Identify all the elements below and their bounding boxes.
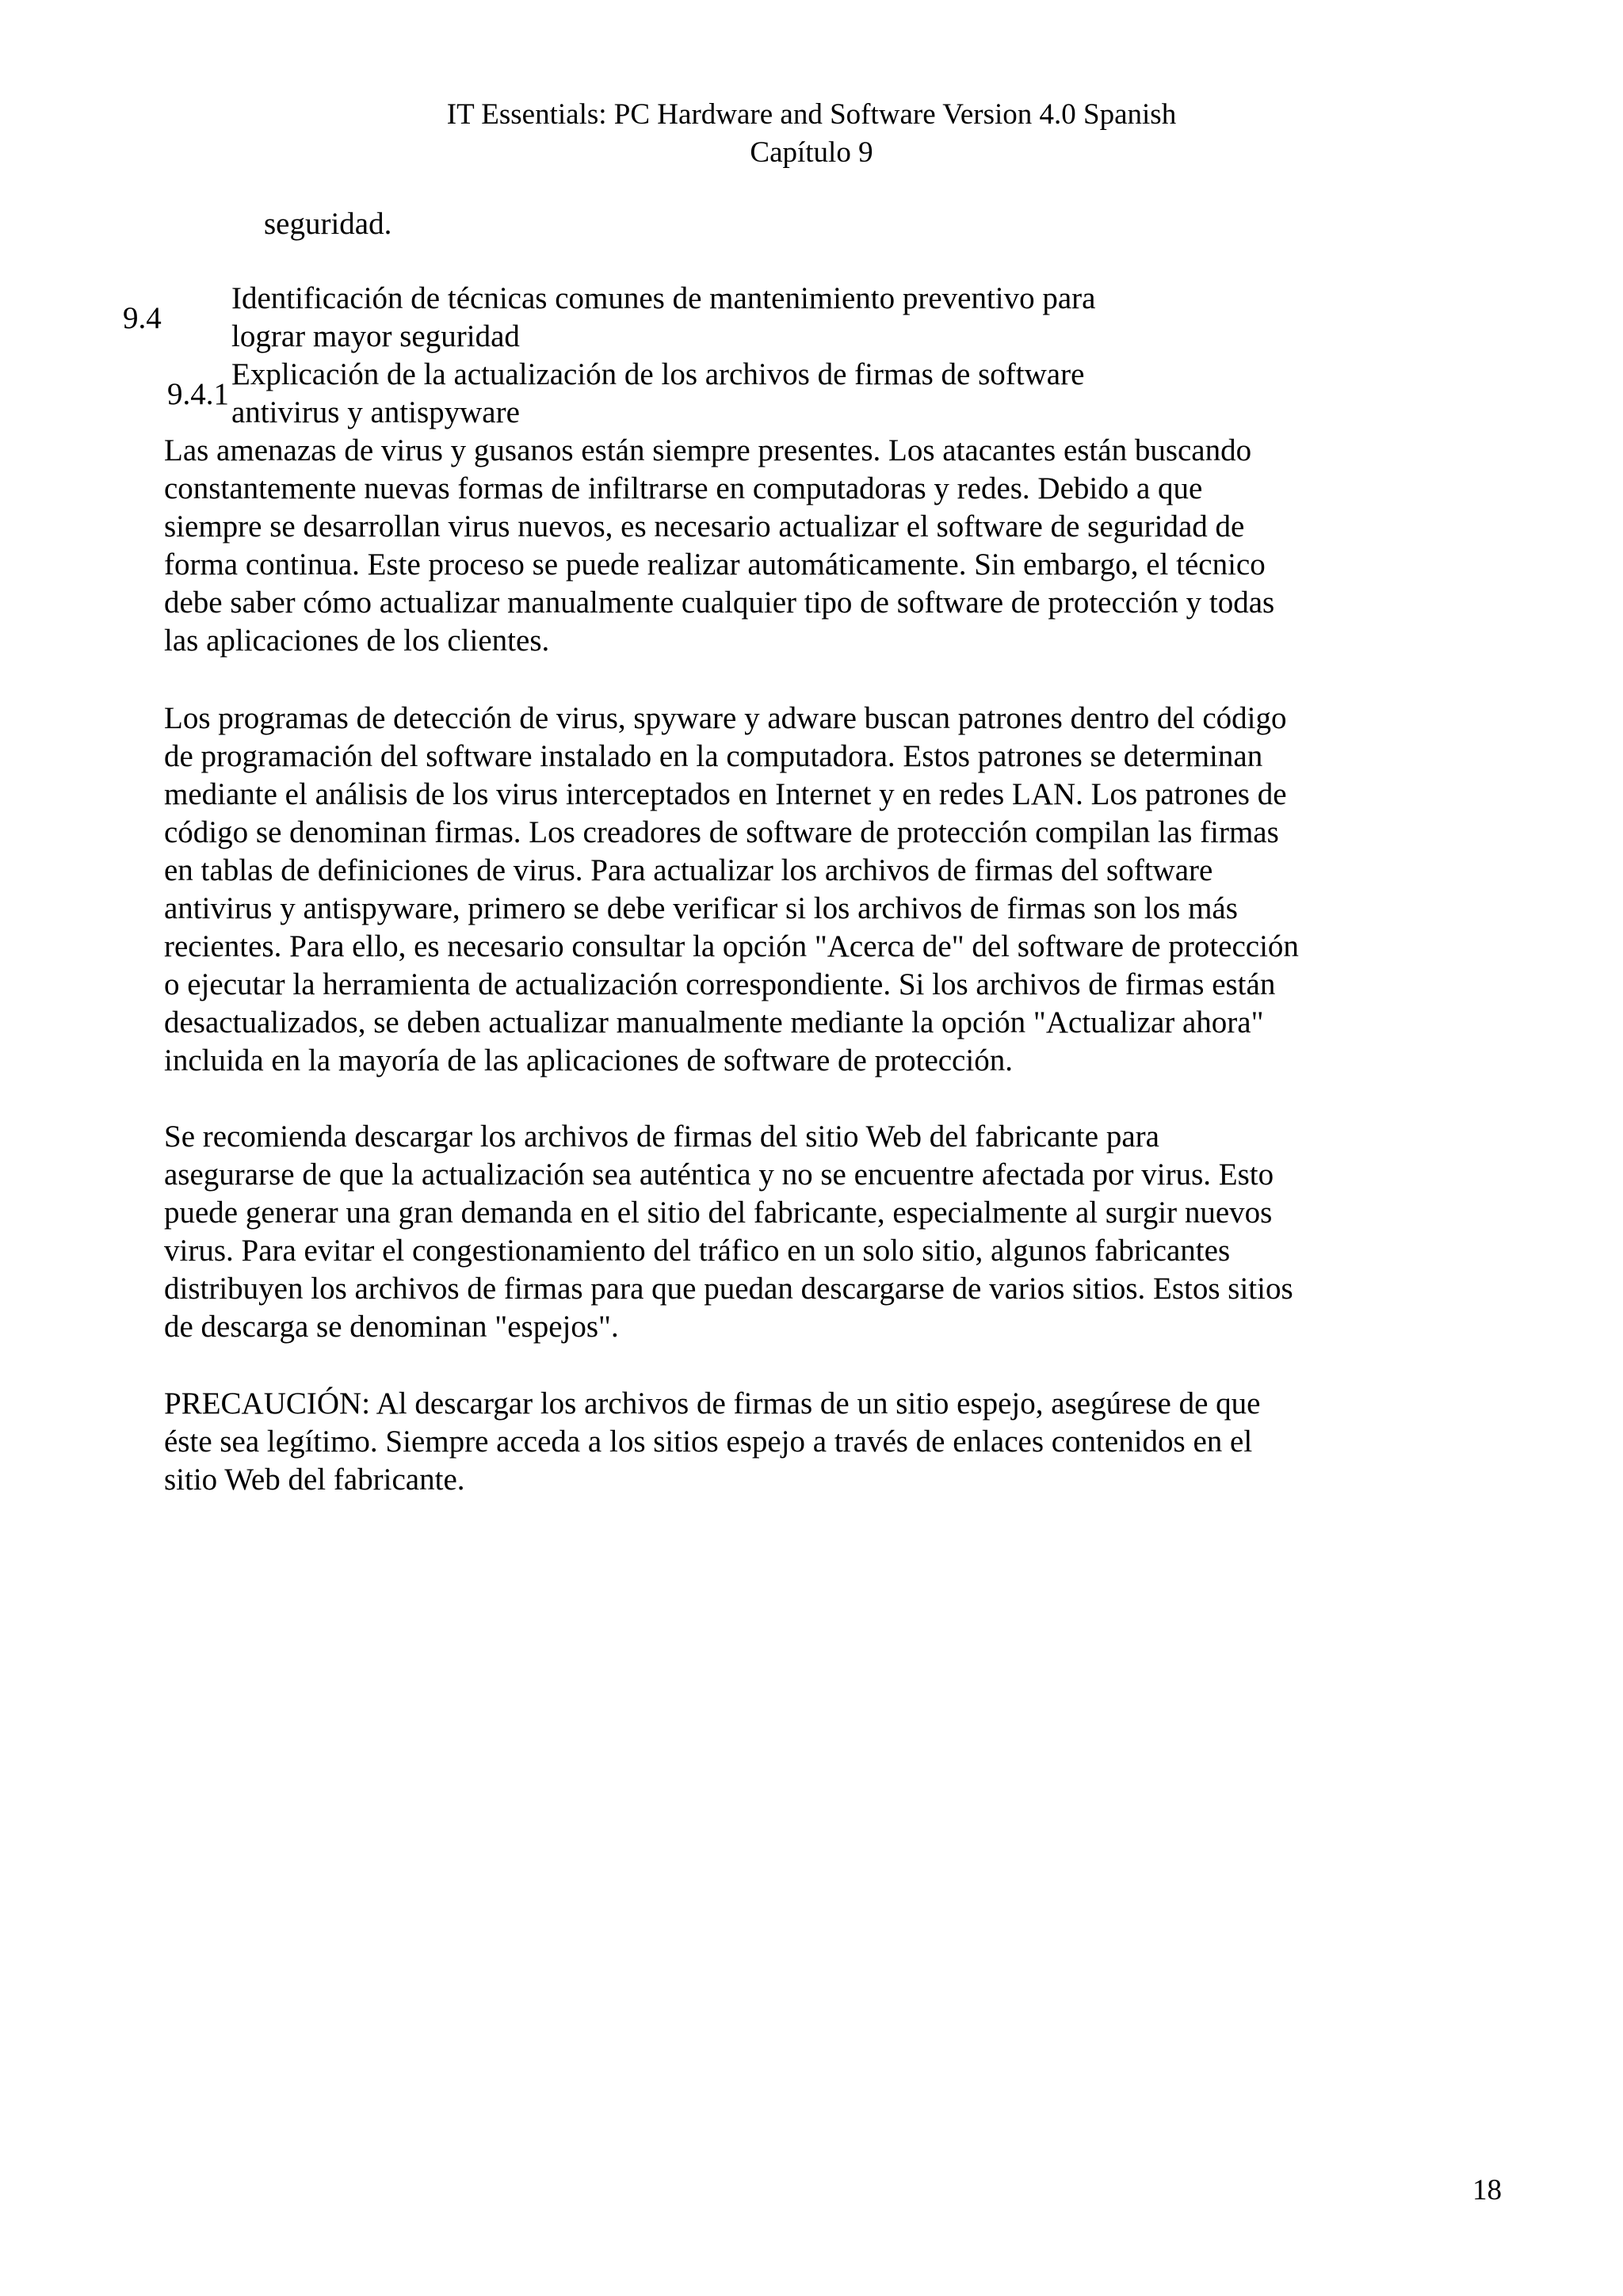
paragraph-line: mediante el análisis de los virus interceptados en Internet y en redes LAN. Los patrones de [164, 777, 1287, 811]
paragraph-line: las aplicaciones de los clientes. [164, 624, 550, 658]
paragraph-line: puede generar una gran demanda en el sitio del fabricante, especialmente al surgir nuevos [164, 1196, 1273, 1230]
paragraph-line: o ejecutar la herramienta de actualización correspondiente. Si los archivos de firmas están [164, 967, 1276, 1001]
section-heading-line: lograr mayor seguridad [231, 319, 520, 353]
subsection-heading [231, 356, 1084, 432]
paragraph-line: sitio Web del fabricante. [164, 1463, 465, 1497]
paragraph-line: incluida en la mayoría de las aplicaciones de software de protección. [164, 1043, 1013, 1077]
paragraph-line: en tablas de definiciones de virus. Para actualizar los archivos de firmas del software [164, 853, 1213, 887]
carryover-text: seguridad. [264, 207, 392, 241]
paragraph-line: constantemente nuevas formas de infiltrarse en computadoras y redes. Debido a que [164, 471, 1203, 505]
paragraph-line: virus. Para evitar el congestionamiento del tráfico en un solo sitio, algunos fabricantes [164, 1234, 1231, 1268]
subsection-heading-line: antivirus y antispyware [231, 395, 520, 429]
body-paragraph [164, 700, 1384, 1080]
paragraph-line: desactualizados, se deben actualizar manualmente mediante la opción "Actualizar ahora" [164, 1005, 1264, 1039]
paragraph-line: Las amenazas de virus y gusanos están siempre presentes. Los atacantes están buscando [164, 433, 1252, 467]
paragraph-line: antivirus y antispyware, primero se debe verificar si los archivos de firmas son los más [164, 891, 1238, 925]
paragraph-line: debe saber cómo actualizar manualmente cualquier tipo de software de protección y todas [164, 585, 1275, 620]
paragraph-line: código se denominan firmas. Los creadores de software de protección compilan las firmas [164, 815, 1279, 849]
paragraph-line: PRECAUCIÓN: Al descargar los archivos de firmas de un sitio espejo, asegúrese de que [164, 1386, 1261, 1421]
body-paragraph [164, 1118, 1384, 1346]
subsection-heading-line: Explicación de la actualización de los archivos de firmas de software [231, 357, 1085, 391]
section-heading-line: Identificación de técnicas comunes de mantenimiento preventivo para [231, 281, 1096, 315]
running-header-chapter: Capítulo 9 [750, 136, 873, 169]
section-number: 9.4 [123, 301, 162, 335]
paragraph-line: éste sea legítimo. Siempre acceda a los sitios espejo a través de enlaces contenidos en el [164, 1425, 1253, 1459]
caution-paragraph [164, 1385, 1384, 1499]
section-heading [231, 280, 1095, 356]
body-paragraph [164, 432, 1384, 660]
subsection-number: 9.4.1 [167, 377, 229, 411]
paragraph-line: de descarga se denominan "espejos". [164, 1310, 619, 1344]
paragraph-line: de programación del software instalado en la computadora. Estos patrones se determinan [164, 739, 1263, 773]
paragraph-line: asegurarse de que la actualización sea auténtica y no se encuentre afectada por virus. Esto [164, 1158, 1274, 1192]
paragraph-line: distribuyen los archivos de firmas para que puedan descargarse de varios sitios. Estos sitios [164, 1272, 1293, 1306]
running-header-title: IT Essentials: PC Hardware and Software Version 4.0 Spanish [446, 98, 1177, 131]
paragraph-line: siempre se desarrollan virus nuevos, es necesario actualizar el software de seguridad de [164, 509, 1245, 543]
page-number: 18 [1472, 2174, 1502, 2206]
paragraph-line: recientes. Para ello, es necesario consultar la opción "Acerca de" del software de protección [164, 929, 1299, 963]
paragraph-line: Los programas de detección de virus, spyware y adware buscan patrones dentro del código [164, 701, 1287, 735]
paragraph-line: forma continua. Este proceso se puede realizar automáticamente. Sin embargo, el técnico [164, 547, 1266, 582]
paragraph-line: Se recomienda descargar los archivos de firmas del sitio Web del fabricante para [164, 1119, 1159, 1154]
